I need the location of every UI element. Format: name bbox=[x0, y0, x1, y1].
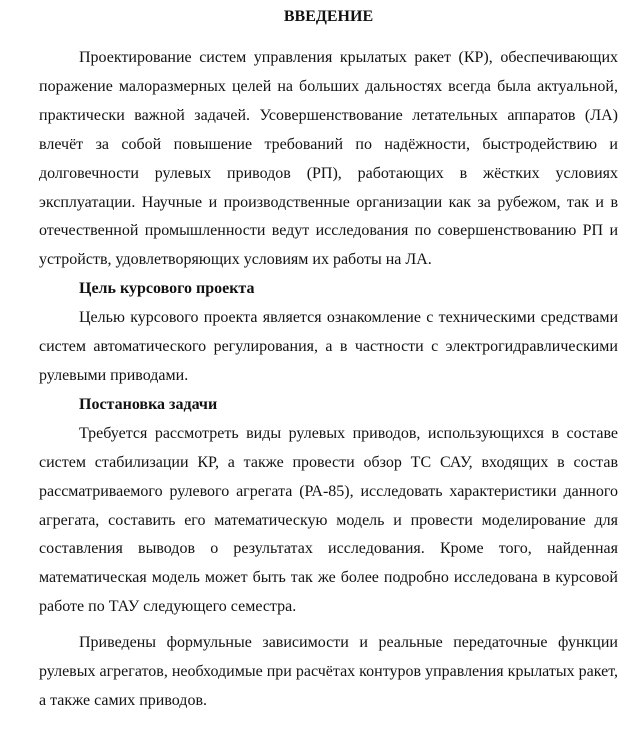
document-page bbox=[39, 0, 618, 716]
task-paragraph: Требуется рассмотреть виды рулевых приводов, использующихся в составе систем стабилизации КР, а также провести обзор ТС САУ, входящих в состав рассматриваемого рулевого агрегата (РА-85), исследовать характеристики данного агрегата, составить его математическую модель и провести моделирование для составления выводов о результатах исследования. Кроме того, найденная математическая модель может быть так же более подробно исследована в курсовой работе по ТАУ следующего семестра. bbox=[39, 424, 618, 616]
goal-heading: Цель курсового проекта bbox=[79, 280, 255, 298]
document-title: ВВЕДЕНИЕ bbox=[283, 8, 374, 25]
task-heading: Постановка задачи bbox=[79, 395, 218, 413]
intro-paragraph: Проектирование систем управления крылатых ракет (КР), обеспечивающих поражение малоразмерных целей на больших дальностях всегда была актуальной, практически важной задачей. Усовершенствование летательных аппаратов (ЛА) влечёт за собой повышение требований по надёжности, быстродействию и долговечности рулевых приводов (РП), работающих в жёстких условиях эксплуатации. Научные и производственные организации как за рубежом, так и в отечественной промышленности ведут исследования по совершенствованию РП и устройств, удовлетворяющих условиям их работы на ЛА. bbox=[39, 49, 618, 269]
formulas-paragraph: Приведены формульные зависимости и реальные передаточные функции рулевых агрегатов, необходимые при расчётах контуров управления крылатых ракет, а также самих приводов. bbox=[39, 634, 618, 709]
goal-paragraph: Целью курсового проекта является ознакомление с техническими средствами систем автоматического регулирования, а в частности с электрогидравлическими рулевыми приводами. bbox=[39, 309, 618, 384]
